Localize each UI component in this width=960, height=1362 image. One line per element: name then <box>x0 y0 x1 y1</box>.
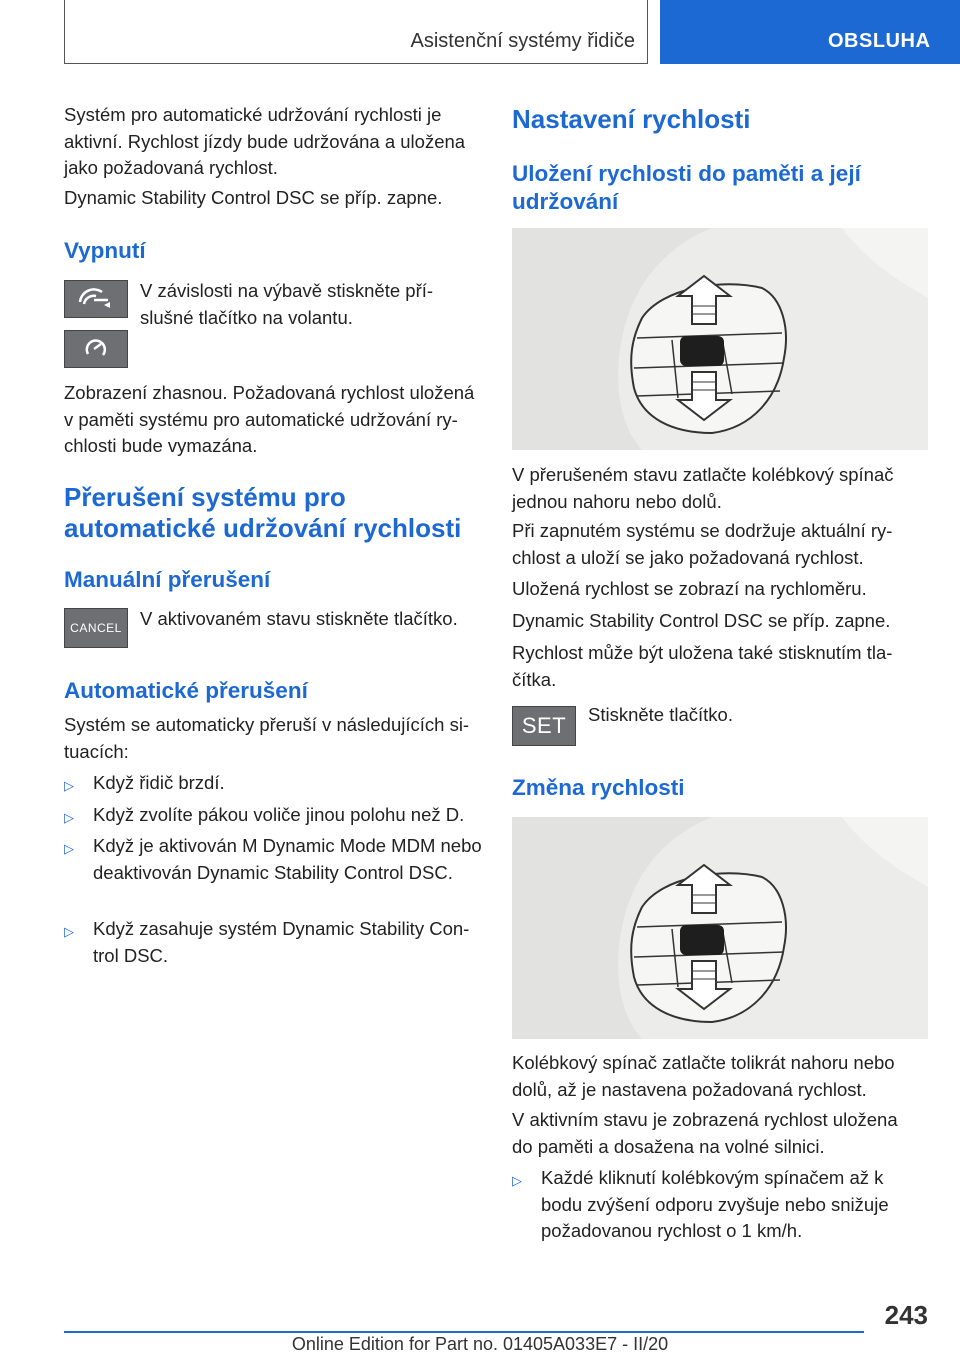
list-item: ▷ Když řidič brzdí. <box>64 770 484 797</box>
cancel-button-icon <box>64 608 128 648</box>
manual-text: V aktivovaném stavu stiskněte tlačítko. <box>140 608 458 629</box>
list-item: ▷ Každé kliknutí kolébkovým spínačem až k bodu zvýšení odporu zvyšuje nebo snižuje požadovanou rychlost o 1 km/h. <box>512 1167 889 1241</box>
intro-paragraph: Systém pro automatické udržování rychlosti je aktivní. Rychlost jízdy bude udržována a uložena jako požadovaná rychlost. <box>64 104 466 178</box>
right-p5: Rychlost může být uložena také stisknutím tla-čítka. <box>512 642 893 690</box>
bullet-triangle-icon: ▷ <box>512 1173 522 1188</box>
vypnuti-text: V závislosti na výbavě stiskněte pří-slušné tlačítko na volantu. <box>140 280 434 328</box>
right-p3: Uložená rychlost se zobrazí na rychloměru. <box>512 578 867 599</box>
ulozeni-heading: Uložení rychlosti do paměti a její udržování <box>512 161 861 214</box>
nastaveni-heading: Nastavení rychlosti <box>512 104 751 134</box>
zmena-p1: Kolébkový spínač zatlačte tolikrát nahoru nebo dolů, až je nastavena požadovaná rychlost. <box>512 1052 895 1100</box>
dsc-paragraph: Dynamic Stability Control DSC se příp. zapne. <box>64 187 443 208</box>
bullet-triangle-icon: ▷ <box>64 778 74 793</box>
header-title: Asistenční systémy řidiče <box>410 30 635 52</box>
footer-divider <box>64 1331 864 1333</box>
auto-heading: Automatické přerušení <box>64 678 308 703</box>
header-tab: OBSLUHA <box>660 0 960 64</box>
set-button-icon <box>512 706 576 746</box>
list-item: ▷ Když zasahuje systém Dynamic Stability Con-trol DSC. <box>64 918 470 966</box>
auto-text: Systém se automaticky přeruší v následujících si-tuacích: <box>64 714 470 762</box>
right-p2: Při zapnutém systému se dodržuje aktuální ry-chlost a uloží se jako požadovaná rychlost. <box>512 520 893 568</box>
right-p1: V přerušeném stavu zatlačte kolébkový spínač jednou nahoru nebo dolů. <box>512 464 894 512</box>
bullet-triangle-icon: ▷ <box>64 841 74 856</box>
steering-wheel-image <box>512 228 928 450</box>
vypnuti-heading: Vypnutí <box>64 238 146 263</box>
cancel-label: CANCEL <box>70 621 122 635</box>
list-item: ▷ Když je aktivován M Dynamic Mode MDM nebo deaktivován Dynamic Stability Control DSC. <box>64 835 482 883</box>
bullet-triangle-icon: ▷ <box>64 924 74 939</box>
footer-edition-text: Online Edition for Part no. 01405A033E7 - II/20 <box>291 1334 669 1354</box>
set-text: Stiskněte tlačítko. <box>588 704 733 725</box>
set-label: SET <box>521 713 567 738</box>
right-p4: Dynamic Stability Control DSC se příp. zapne. <box>512 610 891 631</box>
cruise-off-button-icon <box>64 280 128 318</box>
header-box <box>64 0 648 64</box>
page-number: 243 <box>884 1300 928 1330</box>
steering-wheel-image <box>512 817 928 1039</box>
list-item: ▷ Když zvolíte pákou voliče jinou polohu než D. <box>64 802 484 829</box>
manual-heading: Manuální přerušení <box>64 567 271 592</box>
cruise-toggle-button-icon <box>64 330 128 368</box>
vypnuti-after-text: Zobrazení zhasnou. Požadovaná rychlost uložená v paměti systému pro automatické udržování ry-chlosti bude vymazána. <box>64 382 475 456</box>
preruseni-heading: Přerušení systému pro automatické udržování rychlosti <box>64 482 462 543</box>
bullet-triangle-icon: ▷ <box>64 810 74 825</box>
zmena-p2: V aktivním stavu je zobrazená rychlost uložena do paměti a dosažena na volné silnici. <box>512 1109 898 1157</box>
zmena-heading: Změna rychlosti <box>512 775 685 800</box>
